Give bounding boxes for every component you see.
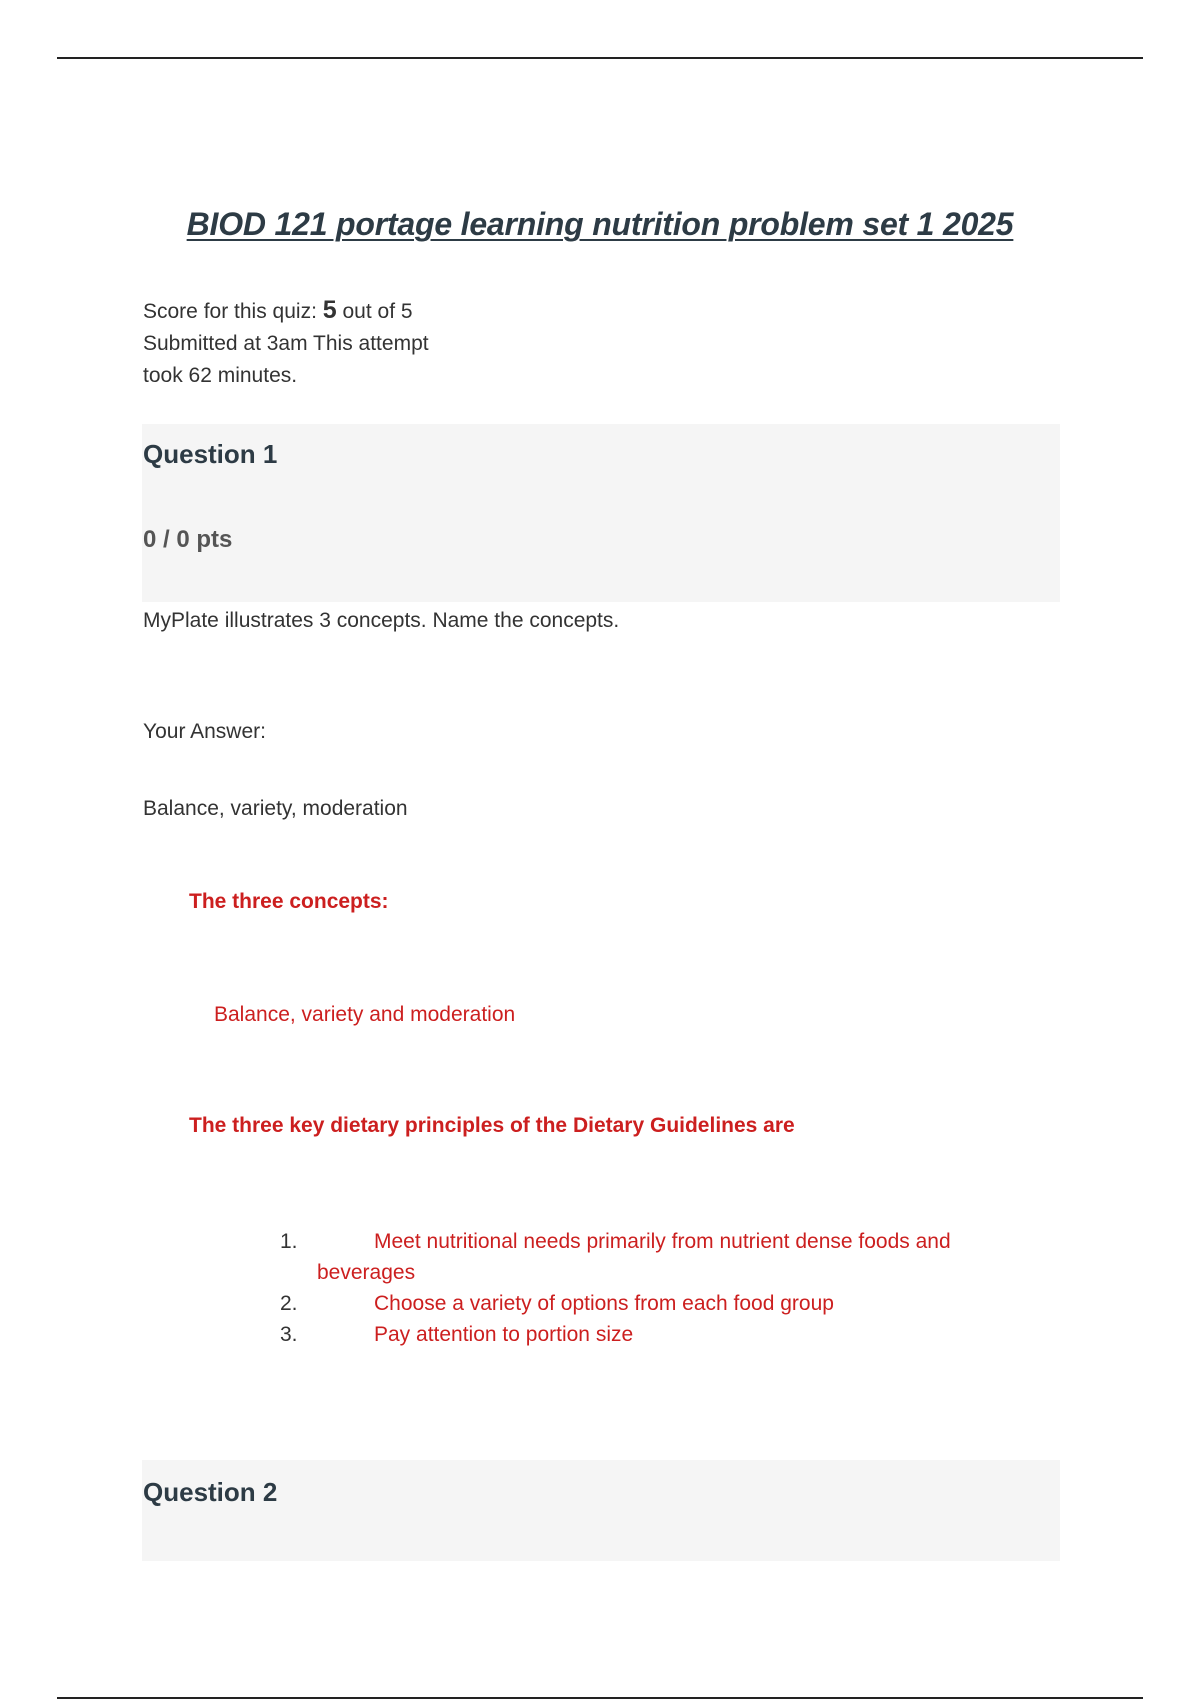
question-2-header: [142, 1460, 1060, 1561]
list-item-number: 3.: [280, 1323, 298, 1346]
list-item: [223, 1226, 1050, 1288]
list-item-number: 1.: [280, 1230, 298, 1253]
list-item-number: 2.: [280, 1292, 298, 1315]
score-suffix: out of 5: [342, 300, 413, 323]
question-2-title: Question 2: [143, 1477, 278, 1507]
feedback-principles-heading: The three key dietary principles of the Dietary Guidelines are: [189, 1114, 795, 1137]
question-1-text: MyPlate illustrates 3 concepts. Name the concepts.: [143, 609, 620, 632]
feedback-concepts-heading: The three concepts:: [189, 890, 389, 913]
question-1-title: Question 1: [143, 439, 278, 469]
list-item-text: Meet nutritional needs primarily from nutrient dense foods and beverages: [317, 1230, 951, 1284]
list-item-text: Pay attention to portion size: [374, 1323, 634, 1346]
duration-line: took 62 minutes.: [143, 364, 298, 387]
list-item-text: Choose a variety of options from each food group: [374, 1292, 834, 1315]
document-title: BIOD 121 portage learning nutrition problem set 1 2025: [186, 206, 1014, 242]
feedback-concepts-text: Balance, variety and moderation: [214, 1003, 516, 1026]
score-prefix: Score for this quiz:: [143, 300, 317, 323]
question-1-points: 0 / 0 pts: [143, 526, 233, 553]
principles-list: [260, 1226, 1050, 1350]
question-1-header: [142, 424, 1060, 602]
score-line: [143, 294, 429, 328]
bottom-rule: [57, 1697, 1143, 1699]
submitted-line: Submitted at 3am This attempt: [143, 332, 429, 355]
score-value: 5: [322, 296, 337, 324]
quiz-meta: [143, 294, 429, 392]
list-item: [223, 1288, 1050, 1319]
top-rule: [57, 57, 1143, 59]
your-answer-label: Your Answer:: [143, 720, 266, 743]
your-answer-text: Balance, variety, moderation: [143, 797, 408, 820]
list-item: [223, 1319, 1050, 1350]
